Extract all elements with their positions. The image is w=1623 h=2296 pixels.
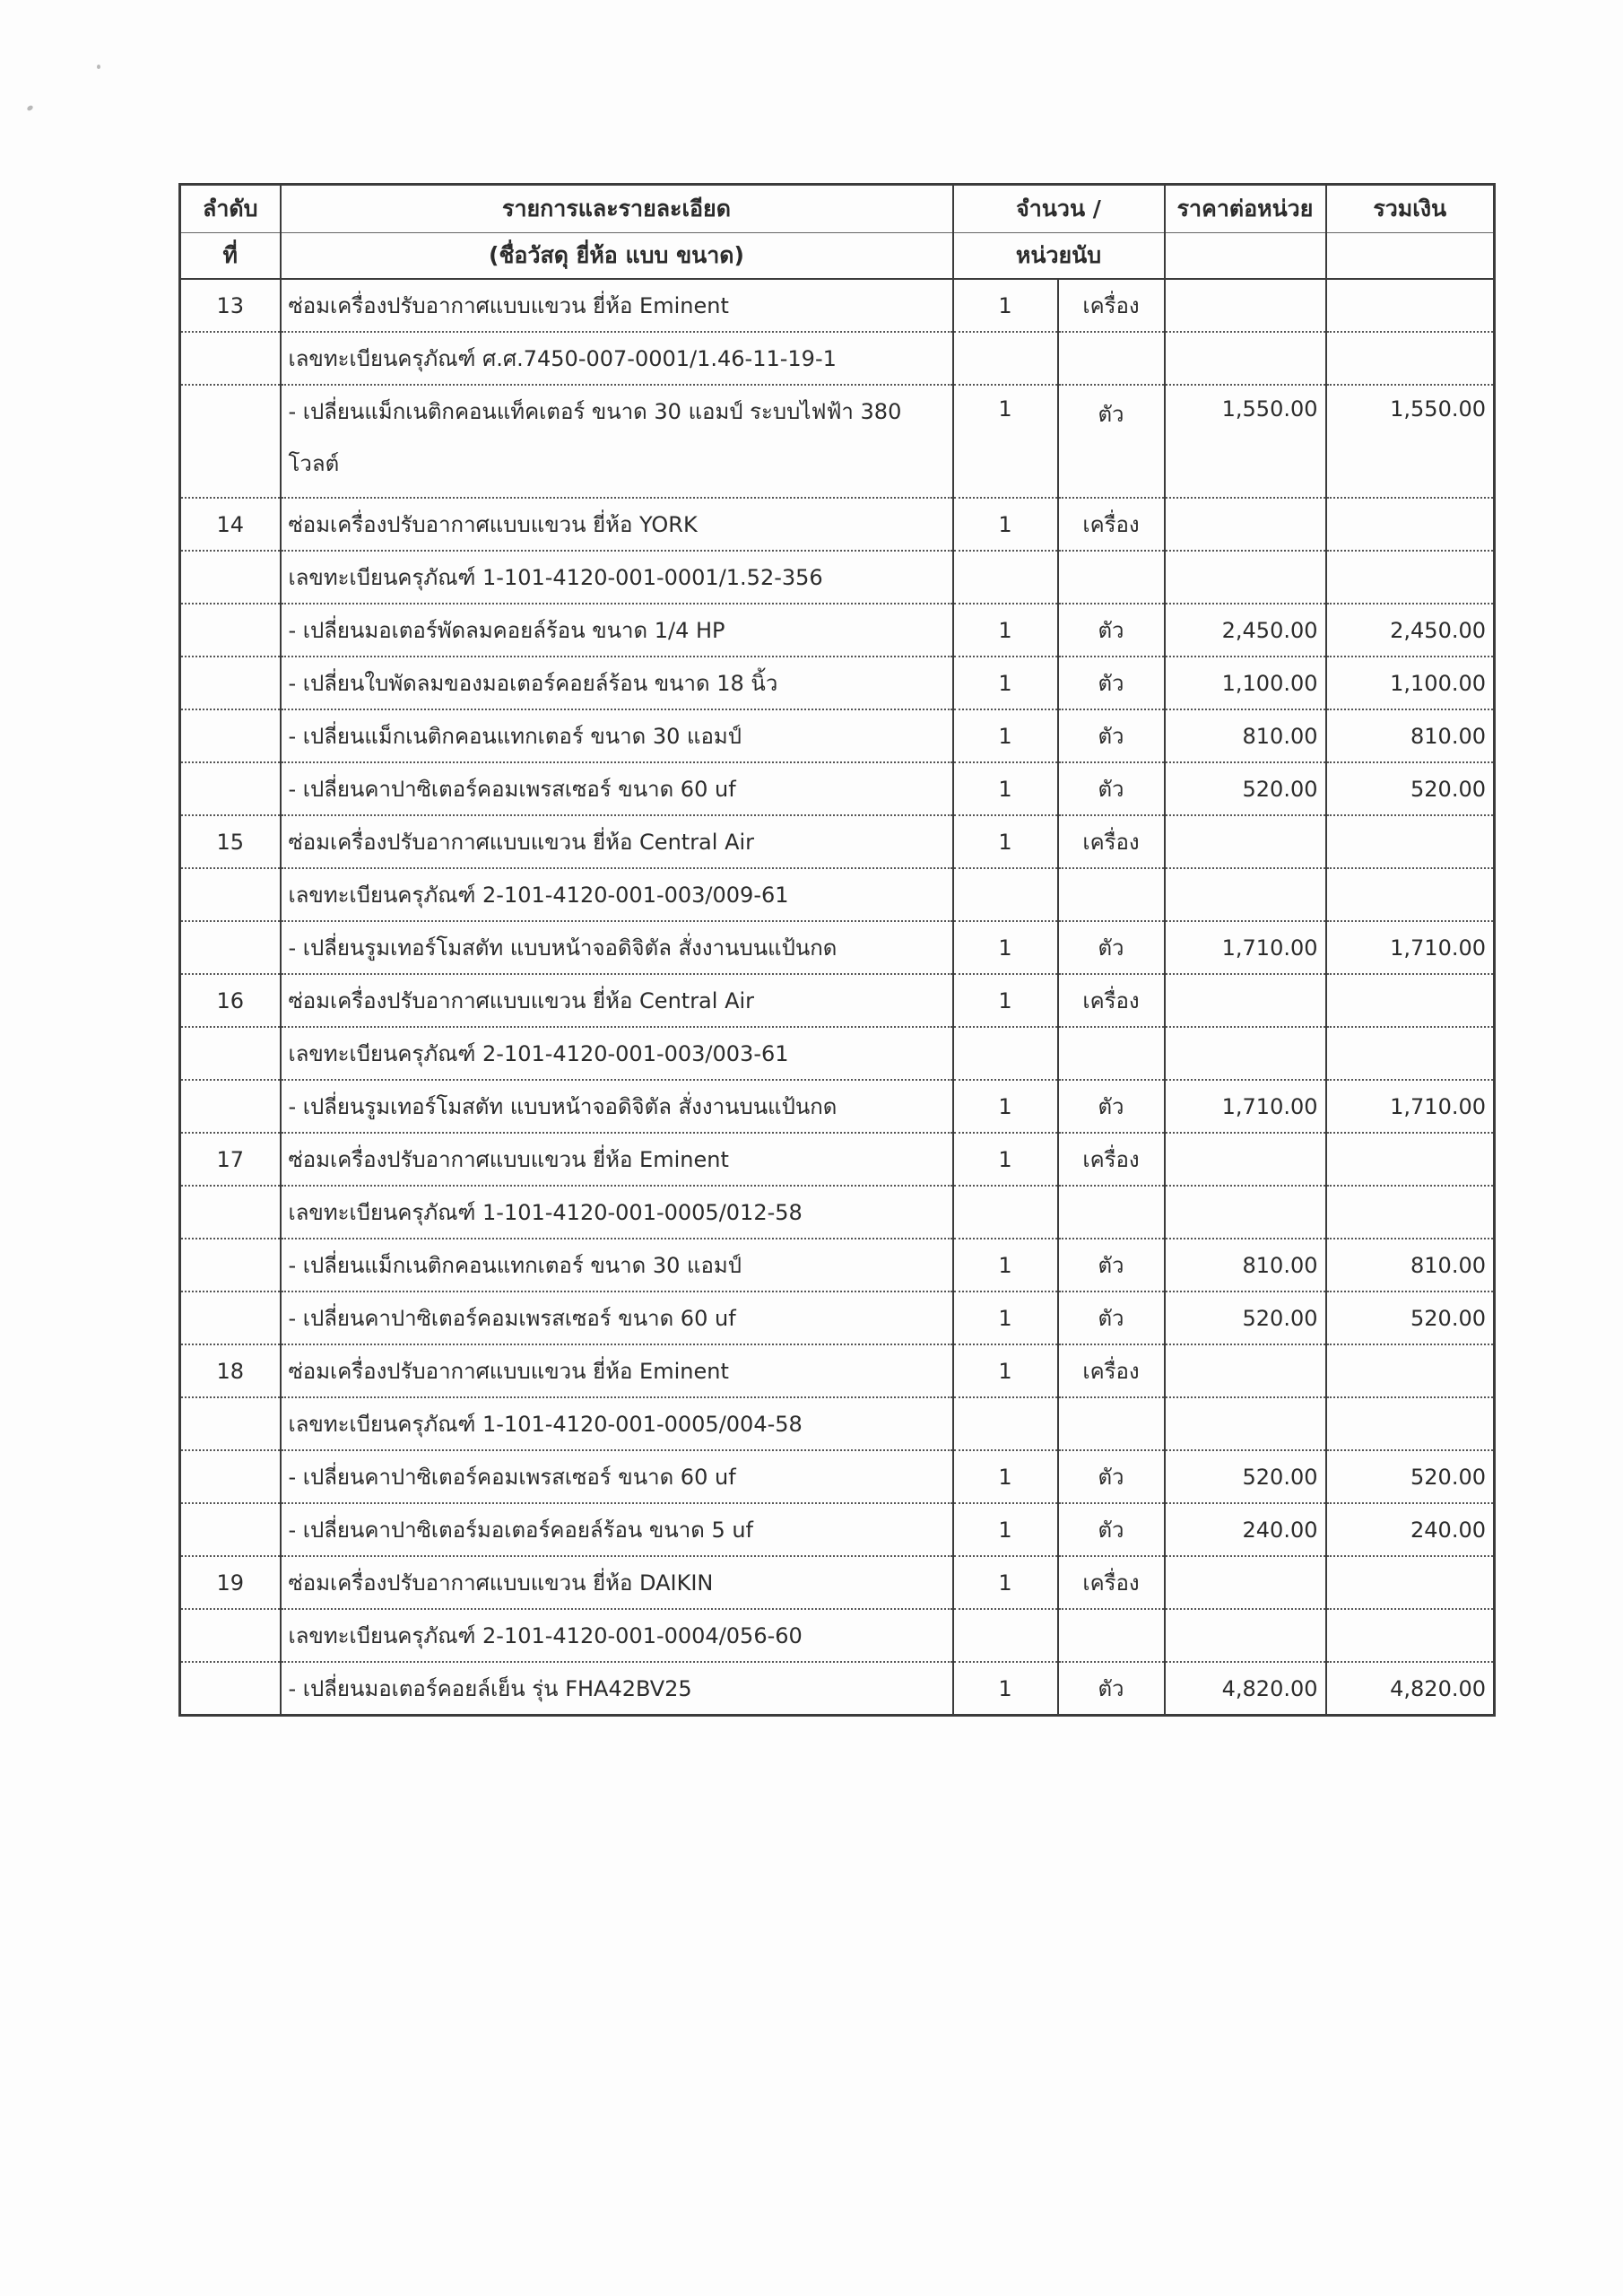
total-cell xyxy=(1326,1556,1495,1609)
header-quantity-line2: หน่วยนับ xyxy=(953,233,1165,280)
description-cell: - เปลี่ยนแม็กเนติกคอนแท็คเตอร์ ขนาด 30 แอมป์ ระบบไฟฟ้า 380 โวลต์ xyxy=(281,385,953,498)
total-cell: 810.00 xyxy=(1326,709,1495,762)
table-row xyxy=(180,1503,1495,1556)
header-total: รวมเงิน xyxy=(1326,185,1495,233)
description-cell: ซ่อมเครื่องปรับอากาศแบบแขวน ยี่ห้อ Eminent xyxy=(281,279,953,332)
total-cell: 2,450.00 xyxy=(1326,604,1495,657)
unit-price-cell xyxy=(1165,498,1326,551)
description-cell: - เปลี่ยนมอเตอร์พัดลมคอยล์ร้อน ขนาด 1/4 HP xyxy=(281,604,953,657)
seq-cell xyxy=(180,657,281,709)
unit-price-cell xyxy=(1165,1027,1326,1080)
table-row xyxy=(180,1609,1495,1662)
unit-cell: เครื่อง xyxy=(1058,279,1165,332)
table-row xyxy=(180,1397,1495,1450)
table-row xyxy=(180,1556,1495,1609)
table-row xyxy=(180,332,1495,385)
seq-cell: 14 xyxy=(180,498,281,551)
quantity-cell: 1 xyxy=(953,762,1058,815)
unit-cell: ตัว xyxy=(1058,657,1165,709)
total-cell xyxy=(1326,1027,1495,1080)
table-row xyxy=(180,974,1495,1027)
unit-cell xyxy=(1058,1609,1165,1662)
table-row xyxy=(180,868,1495,921)
total-cell: 520.00 xyxy=(1326,762,1495,815)
description-cell: - เปลี่ยนใบพัดลมของมอเตอร์คอยล์ร้อน ขนาด 18 นิ้ว xyxy=(281,657,953,709)
total-cell xyxy=(1326,1133,1495,1186)
scan-speck xyxy=(26,104,34,111)
seq-cell xyxy=(180,1503,281,1556)
quantity-cell: 1 xyxy=(953,498,1058,551)
seq-cell xyxy=(180,1186,281,1239)
unit-cell xyxy=(1058,1397,1165,1450)
scan-speck xyxy=(97,65,100,69)
description-cell: ซ่อมเครื่องปรับอากาศแบบแขวน ยี่ห้อ Eminent xyxy=(281,1344,953,1397)
description-cell: - เปลี่ยนมอเตอร์คอยล์เย็น รุ่น FHA42BV25 xyxy=(281,1662,953,1716)
description-cell: เลขทะเบียนครุภัณฑ์ 2-101-4120-001-0004/056-60 xyxy=(281,1609,953,1662)
seq-cell xyxy=(180,868,281,921)
unit-price-cell xyxy=(1165,1133,1326,1186)
seq-cell xyxy=(180,1239,281,1292)
unit-price-cell xyxy=(1165,815,1326,868)
table-row xyxy=(180,1344,1495,1397)
unit-cell: ตัว xyxy=(1058,1503,1165,1556)
seq-cell xyxy=(180,921,281,974)
table-header xyxy=(180,185,1495,280)
total-cell: 1,100.00 xyxy=(1326,657,1495,709)
unit-cell: ตัว xyxy=(1058,762,1165,815)
unit-price-cell: 1,100.00 xyxy=(1165,657,1326,709)
total-cell: 1,550.00 xyxy=(1326,385,1495,498)
quantity-cell: 1 xyxy=(953,279,1058,332)
description-cell: - เปลี่ยนคาปาซิเตอร์มอเตอร์คอยล์ร้อน ขนาด 5 uf xyxy=(281,1503,953,1556)
total-cell xyxy=(1326,332,1495,385)
total-cell: 1,710.00 xyxy=(1326,921,1495,974)
quantity-cell xyxy=(953,1609,1058,1662)
unit-price-cell: 4,820.00 xyxy=(1165,1662,1326,1716)
unit-price-cell xyxy=(1165,1609,1326,1662)
quantity-cell: 1 xyxy=(953,974,1058,1027)
seq-cell: 17 xyxy=(180,1133,281,1186)
unit-cell: ตัว xyxy=(1058,1450,1165,1503)
seq-cell: 15 xyxy=(180,815,281,868)
table-row xyxy=(180,709,1495,762)
unit-price-cell xyxy=(1165,1397,1326,1450)
unit-price-cell: 1,710.00 xyxy=(1165,921,1326,974)
quantity-cell: 1 xyxy=(953,1080,1058,1133)
quantity-cell xyxy=(953,868,1058,921)
total-cell: 4,820.00 xyxy=(1326,1662,1495,1716)
description-cell: - เปลี่ยนรูมเทอร์โมสตัท แบบหน้าจอดิจิตัล สั่งงานบนแป้นกด xyxy=(281,1080,953,1133)
quantity-cell: 1 xyxy=(953,657,1058,709)
table-row xyxy=(180,1133,1495,1186)
total-cell xyxy=(1326,498,1495,551)
quantity-cell: 1 xyxy=(953,1556,1058,1609)
quantity-cell: 1 xyxy=(953,604,1058,657)
unit-price-cell: 520.00 xyxy=(1165,1450,1326,1503)
quantity-cell: 1 xyxy=(953,1292,1058,1344)
total-cell xyxy=(1326,1344,1495,1397)
quantity-cell: 1 xyxy=(953,815,1058,868)
header-seq-line2: ที่ xyxy=(180,233,281,280)
total-cell xyxy=(1326,279,1495,332)
total-cell: 520.00 xyxy=(1326,1292,1495,1344)
total-cell: 1,710.00 xyxy=(1326,1080,1495,1133)
unit-price-cell: 240.00 xyxy=(1165,1503,1326,1556)
unit-cell: ตัว xyxy=(1058,1662,1165,1716)
quantity-cell: 1 xyxy=(953,1662,1058,1716)
description-cell: เลขทะเบียนครุภัณฑ์ 2-101-4120-001-003/003-61 xyxy=(281,1027,953,1080)
unit-cell: เครื่อง xyxy=(1058,815,1165,868)
total-cell: 240.00 xyxy=(1326,1503,1495,1556)
header-unit-price-blank xyxy=(1165,233,1326,280)
seq-cell xyxy=(180,385,281,498)
table-row xyxy=(180,921,1495,974)
unit-price-cell xyxy=(1165,974,1326,1027)
seq-cell xyxy=(180,332,281,385)
quantity-cell: 1 xyxy=(953,1503,1058,1556)
header-description: รายการและรายละเอียด xyxy=(281,185,953,233)
seq-cell xyxy=(180,1397,281,1450)
seq-cell xyxy=(180,709,281,762)
unit-price-cell: 520.00 xyxy=(1165,1292,1326,1344)
unit-cell: ตัว xyxy=(1058,1292,1165,1344)
description-cell: เลขทะเบียนครุภัณฑ์ 1-101-4120-001-0005/004-58 xyxy=(281,1397,953,1450)
unit-price-cell: 810.00 xyxy=(1165,709,1326,762)
table-row xyxy=(180,385,1495,498)
description-cell: เลขทะเบียนครุภัณฑ์ ศ.ศ.7450-007-0001/1.46-11-19-1 xyxy=(281,332,953,385)
description-cell: ซ่อมเครื่องปรับอากาศแบบแขวน ยี่ห้อ Central Air xyxy=(281,974,953,1027)
description-cell: - เปลี่ยนคาปาซิเตอร์คอมเพรสเซอร์ ขนาด 60 uf xyxy=(281,762,953,815)
table-row xyxy=(180,1080,1495,1133)
unit-cell: เครื่อง xyxy=(1058,498,1165,551)
unit-price-cell: 1,710.00 xyxy=(1165,1080,1326,1133)
seq-cell xyxy=(180,1027,281,1080)
total-cell xyxy=(1326,815,1495,868)
seq-cell xyxy=(180,551,281,604)
unit-price-cell: 1,550.00 xyxy=(1165,385,1326,498)
seq-cell xyxy=(180,1450,281,1503)
unit-cell: เครื่อง xyxy=(1058,974,1165,1027)
header-total-blank xyxy=(1326,233,1495,280)
table-body xyxy=(180,279,1495,1716)
description-cell: - เปลี่ยนแม็กเนติกคอนแทกเตอร์ ขนาด 30 แอมป์ xyxy=(281,1239,953,1292)
unit-price-cell xyxy=(1165,551,1326,604)
table-row xyxy=(180,657,1495,709)
seq-cell: 18 xyxy=(180,1344,281,1397)
unit-cell: เครื่อง xyxy=(1058,1133,1165,1186)
seq-cell xyxy=(180,604,281,657)
total-cell: 810.00 xyxy=(1326,1239,1495,1292)
unit-cell xyxy=(1058,332,1165,385)
unit-price-cell xyxy=(1165,1556,1326,1609)
seq-cell: 13 xyxy=(180,279,281,332)
repair-items-table xyxy=(178,183,1496,1717)
table-row xyxy=(180,815,1495,868)
quantity-cell: 1 xyxy=(953,921,1058,974)
seq-cell xyxy=(180,1662,281,1716)
unit-cell: ตัว xyxy=(1058,604,1165,657)
total-cell xyxy=(1326,974,1495,1027)
quantity-cell xyxy=(953,1186,1058,1239)
description-cell: ซ่อมเครื่องปรับอากาศแบบแขวน ยี่ห้อ YORK xyxy=(281,498,953,551)
description-cell: เลขทะเบียนครุภัณฑ์ 2-101-4120-001-003/009-61 xyxy=(281,868,953,921)
total-cell: 520.00 xyxy=(1326,1450,1495,1503)
quantity-cell: 1 xyxy=(953,1344,1058,1397)
unit-price-cell: 520.00 xyxy=(1165,762,1326,815)
header-quantity: จำนวน / xyxy=(953,185,1165,233)
unit-price-cell: 2,450.00 xyxy=(1165,604,1326,657)
seq-cell xyxy=(180,1609,281,1662)
description-cell: - เปลี่ยนรูมเทอร์โมสตัท แบบหน้าจอดิจิตัล สั่งงานบนแป้นกด xyxy=(281,921,953,974)
table-row xyxy=(180,1027,1495,1080)
table-row xyxy=(180,1292,1495,1344)
unit-price-cell: 810.00 xyxy=(1165,1239,1326,1292)
quantity-cell: 1 xyxy=(953,385,1058,498)
unit-cell: ตัว xyxy=(1058,709,1165,762)
quantity-cell xyxy=(953,551,1058,604)
header-seq: ลำดับ xyxy=(180,185,281,233)
seq-cell xyxy=(180,762,281,815)
description-cell: - เปลี่ยนคาปาซิเตอร์คอมเพรสเซอร์ ขนาด 60 uf xyxy=(281,1450,953,1503)
unit-cell xyxy=(1058,551,1165,604)
quantity-cell xyxy=(953,1027,1058,1080)
description-cell: ซ่อมเครื่องปรับอากาศแบบแขวน ยี่ห้อ Eminent xyxy=(281,1133,953,1186)
unit-cell xyxy=(1058,868,1165,921)
table-row xyxy=(180,1450,1495,1503)
quantity-cell: 1 xyxy=(953,1133,1058,1186)
unit-cell xyxy=(1058,1186,1165,1239)
unit-price-cell xyxy=(1165,868,1326,921)
unit-cell xyxy=(1058,1027,1165,1080)
unit-cell: ตัว xyxy=(1058,1080,1165,1133)
seq-cell xyxy=(180,1292,281,1344)
seq-cell: 16 xyxy=(180,974,281,1027)
description-cell: - เปลี่ยนแม็กเนติกคอนแทกเตอร์ ขนาด 30 แอมป์ xyxy=(281,709,953,762)
table-row xyxy=(180,762,1495,815)
table-row xyxy=(180,498,1495,551)
header-unit-price: ราคาต่อหน่วย xyxy=(1165,185,1326,233)
quantity-cell: 1 xyxy=(953,1450,1058,1503)
table-row xyxy=(180,551,1495,604)
table-row xyxy=(180,604,1495,657)
table-row xyxy=(180,1239,1495,1292)
quantity-cell: 1 xyxy=(953,709,1058,762)
table-row xyxy=(180,1662,1495,1716)
unit-cell: เครื่อง xyxy=(1058,1556,1165,1609)
unit-cell: ตัว xyxy=(1058,385,1165,498)
quantity-cell xyxy=(953,1397,1058,1450)
description-cell: ซ่อมเครื่องปรับอากาศแบบแขวน ยี่ห้อ Central Air xyxy=(281,815,953,868)
unit-cell: เครื่อง xyxy=(1058,1344,1165,1397)
description-cell: ซ่อมเครื่องปรับอากาศแบบแขวน ยี่ห้อ DAIKIN xyxy=(281,1556,953,1609)
quantity-cell xyxy=(953,332,1058,385)
total-cell xyxy=(1326,868,1495,921)
unit-price-cell xyxy=(1165,1186,1326,1239)
seq-cell xyxy=(180,1080,281,1133)
unit-price-cell xyxy=(1165,332,1326,385)
description-cell: เลขทะเบียนครุภัณฑ์ 1-101-4120-001-0001/1.52-356 xyxy=(281,551,953,604)
table-row xyxy=(180,1186,1495,1239)
description-cell: เลขทะเบียนครุภัณฑ์ 1-101-4120-001-0005/012-58 xyxy=(281,1186,953,1239)
total-cell xyxy=(1326,1397,1495,1450)
unit-cell: ตัว xyxy=(1058,1239,1165,1292)
total-cell xyxy=(1326,1186,1495,1239)
seq-cell: 19 xyxy=(180,1556,281,1609)
unit-price-cell xyxy=(1165,279,1326,332)
table-row xyxy=(180,279,1495,332)
total-cell xyxy=(1326,1609,1495,1662)
unit-cell: ตัว xyxy=(1058,921,1165,974)
unit-price-cell xyxy=(1165,1344,1326,1397)
description-cell: - เปลี่ยนคาปาซิเตอร์คอมเพรสเซอร์ ขนาด 60 uf xyxy=(281,1292,953,1344)
quantity-cell: 1 xyxy=(953,1239,1058,1292)
total-cell xyxy=(1326,551,1495,604)
header-description-line2: (ชื่อวัสดุ ยี่ห้อ แบบ ขนาด) xyxy=(281,233,953,280)
